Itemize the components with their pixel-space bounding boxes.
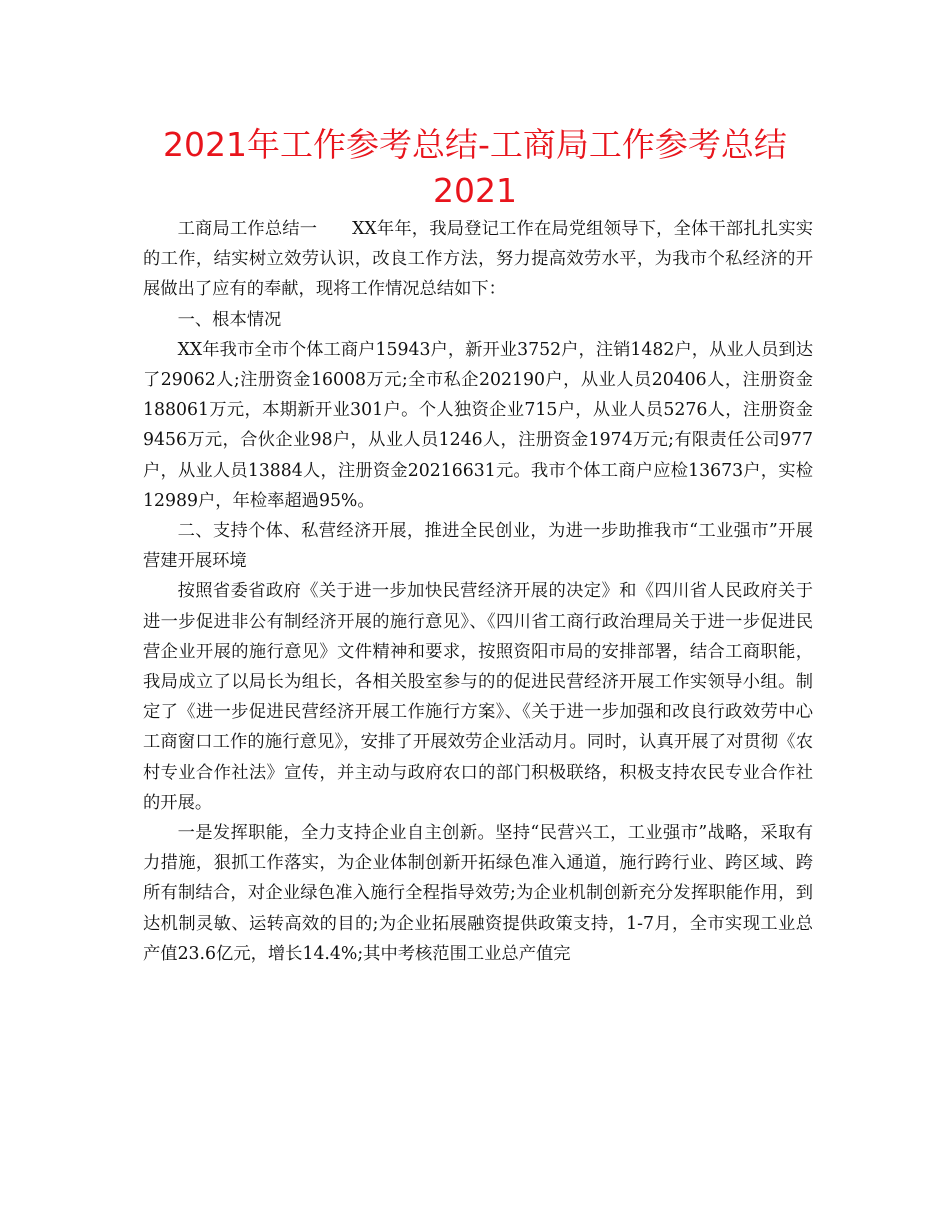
- paragraph-intro: 工商局工作总结一 XX年年，我局登记工作在局党组领导下，全体干部扎扎实实的工作，结实树立效劳认识，改良工作方法，努力提高效劳水平，为我市个私经济的开展做出了应有的奉献，现将工作情况总结如下：: [143, 219, 813, 300]
- section-heading-basic-situation: 一、根本情况: [177, 309, 282, 330]
- document-body: [143, 214, 813, 969]
- document-title: 2021年工作参考总结-工商局工作参考总结2021: [163, 125, 787, 210]
- paragraph-innovation: 一是发挥职能，全力支持企业自主创新。坚持“民营兴工，工业强市”战略，采取有力措施，狠抓工作落实，为企业体制创新开拓绿色准入通道，施行跨行业、跨区域、跨所有制结合，对企业绿色准入施行全程指导效劳;为企业机制创新充分发挥职能作用，到达机制灵敏、运转高效的目的;为企业拓展融资提供政策支持，1-7月，全市实现工业总产值23.6亿元，增长14.4%;其中考核范围工业总产值完: [143, 823, 813, 964]
- paragraph-statistics: XX年我市全市个体工商户15943户，新开业3752户，注销1482户，从业人员到达了29062人;注册资金16008万元;全市私企202190户，从业人员20406人，注册资金188061万元，本期新开业301户。个人独资企业715户，从业人员5276人，注册资金9456万元，合伙企业98户，从业人员1246人，注册资金1974万元;有限责任公司977户，从业人员13884人，注册资金20216631元。我市个体工商户应检13673户，实检12989户，年检率超過95%。: [143, 339, 813, 511]
- paragraph-policy: 按照省委省政府《关于进一步加快民营经济开展的决定》和《四川省人民政府关于进一步促进非公有制经济开展的施行意见》、《四川省工商行政治理局关于进一步促进民营企业开展的施行意见》文件精神和要求，按照资阳市局的安排部署，结合工商职能，我局成立了以局长为组长，各相关股室参与的的促进民营经济开展工作实领导小组。制定了《进一步促进民营经济开展工作施行方案》、《关于进一步加强和改良行政效劳中心工商窗口工作的施行意见》，安排了开展效劳企业活动月。同时，认真开展了对贯彻《农村专业合作社法》宣传，并主动与政府农口的部门积极联络，积极支持农民专业合作社的开展。: [143, 581, 813, 813]
- section-heading-support: 二、支持个体、私营经济开展，推进全民创业，为进一步助推我市“工业强市”开展营建开展环境: [143, 521, 813, 572]
